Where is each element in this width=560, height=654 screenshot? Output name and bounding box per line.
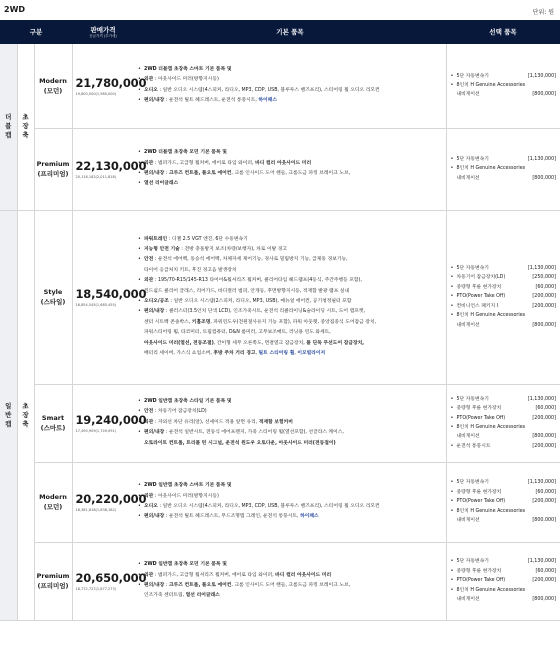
option-price: [200,000] (532, 415, 556, 421)
wheelbase-type (17, 44, 34, 210)
option-name: • 5단 자동변속기 (451, 264, 489, 273)
feature-item (138, 297, 443, 307)
feature-text: 편의/내장 (144, 309, 165, 315)
sale-price: 18,540,000 (75, 287, 147, 301)
feature-text: 윈드쉴드 클리어 글래스, 리어가드, 바디컬러 범퍼, 안개등, 후면방향지시등, 적재함 발광 램프 실내 (144, 288, 350, 294)
option-name: 내비게이션 (456, 175, 480, 181)
option-item (451, 311, 557, 320)
header-price-label: 판매가격 (90, 25, 116, 34)
header-options: 선택 품목 (446, 20, 560, 44)
trim-name-ko: (모던) (43, 86, 63, 95)
table-row (0, 210, 560, 384)
option-name: • 5단 자동변속기 (451, 557, 489, 566)
feature-item (138, 276, 443, 286)
table-row (0, 462, 560, 542)
option-name: 내비게이션 (456, 434, 480, 440)
option-name: • 중량형 후륜 현가장치 (451, 488, 502, 497)
option-name: • 8인치 H Genuine Accessories (451, 81, 526, 90)
feature-text: 열선 리어글래스 (185, 593, 220, 599)
feature-text: 편의/내장 (144, 98, 165, 104)
feature-text: 외관 (144, 419, 154, 425)
option-item (451, 586, 557, 595)
table-row (0, 384, 560, 462)
option-item (451, 81, 557, 90)
option-item (451, 395, 557, 404)
option-name: 내비게이션 (456, 322, 480, 328)
feature-text: : 운전석 일반시트, 전동식 에어프렌지, 가죽 스티어링 휠(열선포함), 선글라스 케이스, (164, 430, 344, 436)
option-item (451, 478, 557, 487)
option-item (451, 497, 557, 506)
option-item (451, 321, 557, 330)
feature-text: 아웃사이드 미러(열선, 전동조절) (144, 340, 214, 346)
feature-text: 후방 주차 거리 경고 (213, 351, 256, 357)
option-item (451, 273, 557, 282)
option-price: [200,000] (532, 443, 556, 449)
feature-item (138, 96, 443, 106)
option-list (451, 72, 557, 100)
supply-price: 20,118,182(2,011,818) (75, 175, 117, 179)
option-price: [200,000] (532, 303, 556, 309)
feature-item (138, 75, 443, 85)
supply-price: 18,381,818(1,838,182) (75, 508, 117, 512)
option-list-cell (446, 44, 560, 128)
feature-text: 이모빌라이저 (297, 351, 326, 357)
option-price: [1,130,000] (527, 156, 556, 162)
option-list-cell (446, 210, 560, 384)
option-price: [800,000] (532, 518, 556, 524)
feature-text: 2WD 일반캡 초장축 모던 기본 품목 및 (144, 562, 227, 568)
feature-item (138, 397, 443, 407)
option-name: 내비게이션 (456, 518, 480, 524)
feature-text: : 차동기어 잠금장치(LD) (153, 409, 207, 415)
sale-price: 20,220,000 (75, 492, 147, 506)
feature-item (138, 328, 443, 338)
option-item (451, 423, 557, 432)
feature-item (138, 179, 443, 189)
feature-text: 외관 (144, 493, 154, 499)
feature-list (138, 148, 443, 190)
feature-item (138, 339, 443, 349)
feature-item (138, 492, 443, 502)
option-name: • 차동기어 잠금장치(LD) (451, 273, 506, 282)
trim-name (34, 462, 72, 542)
basic-features (134, 542, 446, 620)
basic-features (134, 44, 446, 128)
feature-item (138, 512, 443, 522)
option-name: • 5단 자동변속기 (451, 155, 489, 164)
feature-text: 2WD 일반캡 초장축 스타일 기본 품목 및 (144, 398, 232, 404)
option-name: • PTO(Power Take Off) (451, 414, 506, 423)
cab-type (0, 44, 17, 210)
option-item (451, 90, 557, 99)
feature-text: : 자외선 차단 유리(앞), 선셰이드 적용 앞면 유리, (153, 419, 259, 425)
feature-text: 파워스티어링 휠, 타코미터, 트립컴퓨터, D&N 룸미러, 고무보조매트, 러닝용 윈도 와세트, (144, 330, 331, 336)
feature-text: 외관 (144, 160, 154, 166)
option-price: [60,000] (535, 284, 556, 290)
option-item (451, 264, 557, 273)
feature-item (138, 159, 443, 169)
feature-text: 편의/내장 (144, 171, 165, 176)
option-item (451, 72, 557, 81)
feature-item (138, 481, 443, 491)
option-price: [800,000] (532, 92, 556, 98)
price-cell (72, 128, 147, 210)
wheelbase-label: 초장축 (22, 401, 29, 428)
trim-name-ko: (프리미엄) (37, 582, 69, 590)
option-list (451, 478, 557, 525)
feature-text: , (255, 351, 259, 357)
header-price (72, 20, 134, 44)
cab-type-label: 일반캡 (5, 401, 12, 428)
feature-text: 오디오 (144, 504, 158, 509)
price-cell (72, 542, 147, 620)
feature-text: : 전방 충돌방지 보조(차량/보행자), 차로 이탈 경고 (179, 246, 287, 252)
feature-text: 안전 (144, 257, 154, 263)
basic-features (134, 128, 446, 210)
option-list (451, 264, 557, 330)
option-price: [1,130,000] (527, 396, 556, 402)
feature-list (138, 560, 443, 602)
price-cell (72, 44, 147, 128)
header-price-sub: 공급가격 (부가세) (89, 33, 117, 38)
sale-price: 19,240,000 (75, 413, 147, 427)
page-header (0, 0, 560, 20)
page-title: 2WD (4, 5, 26, 14)
feature-item (138, 439, 443, 449)
feature-text: : 운전석 틸트 헤드레스트, 무드조명탭 그레인, 운전석 통풍시트, (164, 514, 301, 520)
feature-text: 편의/내장 (144, 583, 165, 588)
feature-text: : 범퍼가드, 고급형 휠셔리즈 휠커버, 에어로 타입 와이퍼, (153, 572, 276, 578)
feature-text: 바디 컬러 아웃사이드 미러 (275, 572, 332, 578)
feature-item (138, 418, 443, 428)
option-name: • 중량형 후륜 현가장치 (451, 404, 502, 413)
feature-text: 키홀조명 (191, 319, 211, 325)
feature-item (138, 86, 443, 96)
feature-text: 센터 시트백 콘솔박스, (144, 319, 192, 325)
option-name: • PTO(Power Take Off) (451, 497, 506, 506)
option-name: • 8인치 H Genuine Accessories (451, 311, 526, 320)
trim-name-en: Smart (41, 414, 65, 422)
feature-text: : (164, 583, 169, 588)
feature-text: 풀 단독 무선도어 잠금장치, (306, 340, 365, 346)
option-price: [60,000] (535, 568, 556, 574)
option-item (451, 488, 557, 497)
trim-name-ko: (모던) (43, 503, 63, 511)
option-list-cell (446, 542, 560, 620)
trim-name-en: Modern (39, 493, 67, 501)
trim-name (34, 44, 72, 128)
feature-text: 바디 컬러 아웃사이드 미러 (255, 160, 312, 166)
option-price: [800,000] (532, 322, 556, 328)
price-table (0, 20, 560, 621)
feature-text: 틸트 스티어링 휠 (258, 351, 295, 357)
feature-item (138, 560, 443, 570)
option-item (451, 442, 557, 451)
trim-name-ko: (스타일) (40, 298, 66, 306)
option-price: [1,130,000] (527, 559, 556, 565)
feature-text: 외관 (144, 572, 154, 578)
feature-text: 적재함 보험커버 (258, 419, 293, 425)
trim-name (34, 128, 72, 210)
option-name: 내비게이션 (456, 597, 480, 603)
feature-text: 하이패스 (300, 514, 319, 520)
option-price: [800,000] (532, 597, 556, 603)
option-item (451, 283, 557, 292)
basic-features (134, 462, 446, 542)
feature-item (138, 591, 443, 601)
unit-label: 단위: 원 (532, 9, 554, 16)
supply-price: 19,800,000(1,980,000) (75, 91, 117, 96)
price-cell (72, 462, 147, 542)
option-price: [1,130,000] (527, 73, 556, 79)
feature-text: 편의/내장 (144, 430, 165, 436)
feature-text: 파워트레인 (144, 236, 168, 242)
option-item (451, 155, 557, 164)
option-name: 내비게이션 (456, 92, 480, 98)
wheelbase-label: 초장축 (22, 113, 29, 140)
option-name: • 중량형 후륜 현가장치 (451, 567, 502, 576)
feature-text: , 간이형 세무 오른쪽도, 면결열크 잠금장치, (213, 340, 307, 346)
feature-item (138, 235, 443, 245)
feature-item (138, 502, 443, 512)
trim-name-en: Style (43, 288, 63, 296)
feature-item (138, 245, 443, 255)
feature-item (138, 255, 443, 265)
sale-price: 21,780,000 (75, 75, 147, 90)
trim-name (34, 210, 72, 384)
option-item (451, 516, 557, 525)
option-name: • 8인치 H Genuine Accessories (451, 164, 526, 173)
feature-text: : 일반 오디오 시스템(4스피커, 라디오, MP3, CDP, USB, 블루투스 핸즈프리), 스티어링 휠 오디오 리모컨 (157, 87, 380, 93)
feature-text: : 아웃사이드 미러(방향지시등) (153, 77, 219, 83)
option-price: [250,000] (532, 275, 556, 281)
option-list-cell (446, 462, 560, 542)
option-name: • 5단 자동변속기 (451, 478, 489, 487)
option-item (451, 404, 557, 413)
basic-features (134, 210, 446, 384)
feature-text: 2WD 일반캡 초장축 스마트 기본 품목 및 (144, 483, 232, 489)
basic-features (134, 384, 446, 462)
option-item (451, 557, 557, 566)
feature-item (138, 65, 443, 75)
option-price: [1,130,000] (527, 480, 556, 486)
feature-text: 오토라이트 컨트롤, 트리플 턴 시그널, 운전석 윈도우 오토다운, 아웃사이드 미러(전동접이) (144, 440, 336, 446)
feature-text: , 파워윈도우(전원절사유지 기능 포함), 파워 아웃렛, 중앙집중식 도어잠금 장치, (210, 319, 377, 325)
feature-text: : 운전석 틸트 헤드레스트, 운전석 통풍시트, (164, 98, 259, 104)
header-basic: 기본 품목 (134, 20, 446, 44)
option-name: • 운전석 통풍시트 (451, 442, 491, 451)
feature-text: 하이패스 (258, 98, 277, 104)
feature-item (138, 307, 443, 317)
wheelbase-type (17, 210, 34, 620)
table-body (0, 44, 560, 620)
supply-price: 17,490,909(1,749,091) (75, 429, 117, 433)
feature-text: : 일반 오디오 시스템(2스피커, 라디오, MP3, USB), 매뉴얼 에어컨, 공기청정필터 포함 (168, 299, 352, 304)
feature-item (138, 266, 443, 276)
feature-text: 크루즈 컨트롤, 풀오토 에어컨 (168, 171, 232, 176)
feature-text: 인조가죽 센터트림, (144, 593, 186, 599)
trim-name-en: Premium (36, 160, 70, 168)
feature-text: : (164, 171, 169, 176)
feature-item (138, 581, 443, 591)
table-header (0, 20, 560, 44)
option-price: [200,000] (532, 578, 556, 584)
supply-price: 18,772,727(1,877,273) (75, 587, 117, 591)
option-item (451, 595, 557, 604)
option-item (451, 507, 557, 516)
feature-item (138, 287, 443, 297)
feature-text: 2WD 더블캡 초장축 모던 기본 품목 및 (144, 150, 227, 156)
option-list-cell (446, 384, 560, 462)
feature-text: 외관 (144, 77, 154, 83)
option-price: [60,000] (535, 489, 556, 495)
option-name: • 8인치 H Genuine Accessories (451, 507, 526, 516)
feature-text: 크루즈 컨트롤, 풀오토 에어컨 (168, 583, 232, 588)
option-item (451, 302, 557, 311)
feature-text: 오디오 (144, 87, 158, 93)
trim-name-ko: (프리미엄) (37, 170, 69, 178)
price-cell (72, 384, 147, 462)
cab-type (0, 210, 17, 620)
option-item (451, 414, 557, 423)
option-price: [60,000] (535, 406, 556, 412)
option-name: • 5단 자동변속기 (451, 395, 489, 404)
feature-text: : 195/70-R15/145-R13 타이어&휠셔리즈 휠커버, 클리어타입 헤드램프(4등식, 주간주행등 포함), (153, 278, 362, 284)
option-price: [200,000] (532, 499, 556, 505)
option-list-cell (446, 128, 560, 210)
feature-text: : 아웃사이드 미러(방향지시등) (153, 493, 219, 499)
cab-type-label: 더블캡 (5, 113, 12, 140)
feature-item (138, 148, 443, 158)
option-name: • PTO(Power Take Off) (451, 292, 506, 301)
option-name: • 컨비니언스 패키지 I (451, 302, 499, 311)
feature-item (138, 318, 443, 328)
feature-item (138, 428, 443, 438)
sale-price: 20,650,000 (75, 571, 147, 585)
feature-text: 편의/내장 (144, 514, 165, 520)
feature-text: : 범퍼가드, 고급형 휠커버, 에어로 타입 와이퍼, (153, 160, 256, 166)
feature-text: : 운전석 에어백, 동승석 에어백, 차체자세 제어기능, 경사로 밀림방지 기능, 급제동 경보기능, (153, 257, 348, 263)
table-row (0, 128, 560, 210)
option-item (451, 576, 557, 585)
trim-name (34, 384, 72, 462)
feature-item (138, 407, 443, 417)
feature-list (138, 481, 443, 523)
trim-name (34, 542, 72, 620)
feature-text: : 클러스터(3.5인치 단색 LCD), 인조가죽시트, 운전석 리클라이닝&슬라이딩 시트, 도어 맵포켓, (164, 309, 366, 315)
option-item (451, 432, 557, 441)
feature-text: 지능형 안전 기술 (144, 246, 180, 252)
option-name: • 8인치 H Genuine Accessories (451, 586, 526, 595)
feature-text: : 디젤 2.5 VGT 엔진, 6단 수동변속기 (167, 236, 248, 242)
feature-text: : 일반 오디오 시스템(4스피커, 라디오, MP3, CDP, USB, 블루투스 핸즈프리), 스티어링 휠 오디오 리모컨 (157, 504, 380, 509)
option-price: [800,000] (532, 434, 556, 440)
option-item (451, 164, 557, 173)
feature-text: 타이어 응급처치 키트, 후진 경고음 발생장치 (144, 267, 237, 273)
option-price: [1,130,000] (527, 266, 556, 272)
option-name: • 5단 자동변속기 (451, 72, 489, 81)
table-row (0, 542, 560, 620)
option-list (451, 557, 557, 604)
feature-list (138, 235, 443, 360)
supply-price: 16,854,545(1,685,455) (75, 303, 117, 307)
feature-text: , 크롬 인사이드 도어 핸들, 크롬도금 파킹 브레이크 노브, (231, 583, 351, 588)
feature-text: 배터리 세이버, 가스식 쇼업소버, (144, 351, 214, 357)
option-item (451, 174, 557, 183)
feature-text: 열선 리어글래스 (144, 181, 179, 187)
option-item (451, 567, 557, 576)
option-name: • 중량형 후륜 현가장치 (451, 283, 502, 292)
option-price: [800,000] (532, 175, 556, 181)
feature-text: 2WD 더블캡 초장축 스마트 기본 품목 및 (144, 66, 232, 72)
trim-name-en: Modern (39, 76, 67, 85)
header-category: 구분 (0, 20, 72, 44)
option-list (451, 155, 557, 183)
feature-list (138, 397, 443, 449)
trim-name-ko: (스마트) (40, 424, 66, 432)
trim-name-en: Premium (36, 572, 70, 580)
feature-text: 외관 (144, 278, 154, 284)
feature-list (138, 65, 443, 107)
feature-text: 오디오/공조 (144, 299, 169, 304)
sale-price: 22,130,000 (75, 159, 147, 173)
feature-item (138, 571, 443, 581)
feature-item (138, 169, 443, 179)
feature-text: 안전 (144, 409, 154, 415)
option-list (451, 395, 557, 451)
feature-item (138, 349, 443, 359)
feature-text: , 크롬 인사이드 도어 핸들, 크롬도금 파킹 브레이크 노브, (231, 171, 351, 176)
option-price: [200,000] (532, 294, 556, 300)
option-name: • 8인치 H Genuine Accessories (451, 423, 526, 432)
option-name: • PTO(Power Take Off) (451, 576, 506, 585)
price-cell (72, 210, 147, 384)
feature-text: , (294, 351, 298, 357)
table-row (0, 44, 560, 128)
option-item (451, 292, 557, 301)
